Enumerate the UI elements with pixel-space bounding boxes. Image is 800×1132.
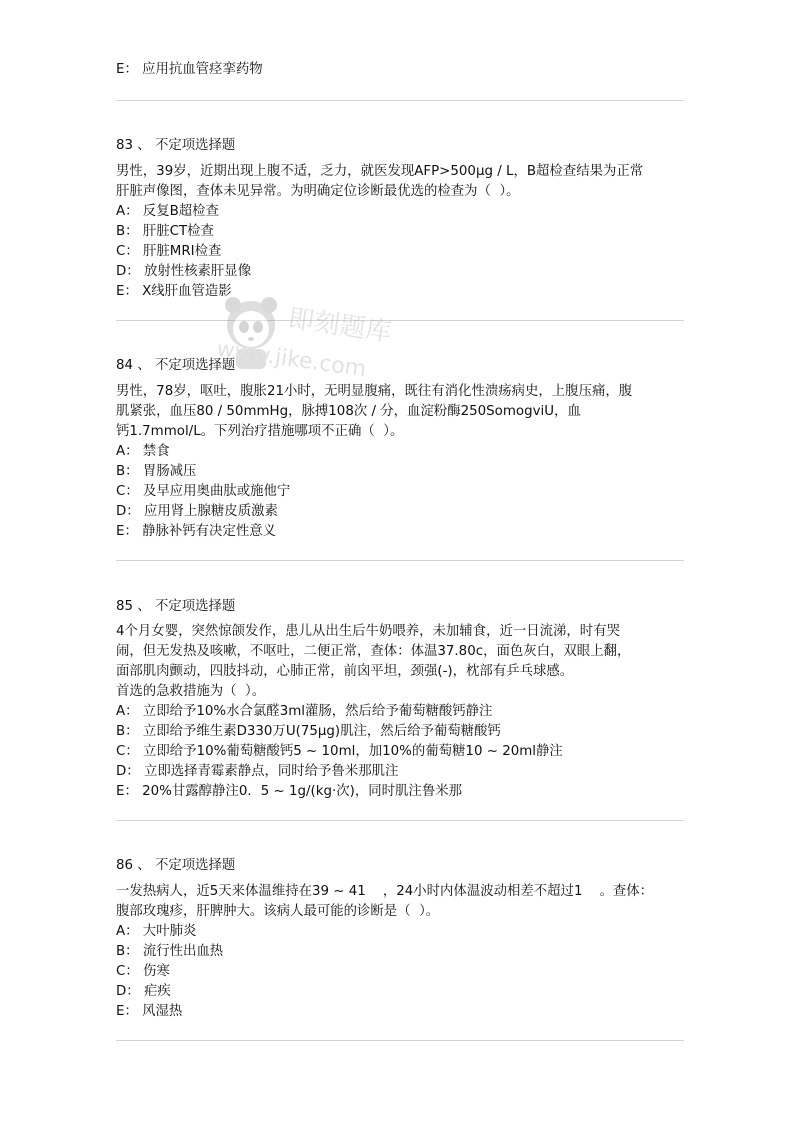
question-84-stem-line: 男性，78岁，呕吐，腹胀21小时，无明显腹痛，既往有消化性溃疡病史，上腹压痛，腹 xyxy=(116,384,633,399)
question-86-option-a: A： 大叶肺炎 xyxy=(116,924,197,939)
watermark-brand: 即刻题库 xyxy=(286,303,394,349)
question-86-option-c: C： 伤寒 xyxy=(116,964,170,979)
question-83-option-e: E： X线肝血管造影 xyxy=(116,284,232,299)
question-84-option-b: B： 胃肠减压 xyxy=(116,464,197,479)
question-83-stem-line: 肝脏声像图，查体未见异常。为明确定位诊断最优选的检查为（ ）。 xyxy=(116,184,520,199)
question-84-option-c: C： 及早应用奥曲肽或施他宁 xyxy=(116,484,291,499)
question-83-option-b: B： 肝脏CT检查 xyxy=(116,224,214,239)
question-86-header: 86 、 不定项选择题 xyxy=(116,858,236,873)
question-84-option-e: E： 静脉补钙有决定性意义 xyxy=(116,524,277,539)
question-84-stem-line: 钙1.7mmol/L。下列治疗措施哪项不正确（ ）。 xyxy=(116,424,404,439)
question-84-header: 84 、 不定项选择题 xyxy=(116,358,236,373)
question-85-option-e: E： 20%甘露醇静注0．5 ~ 1g/(kg·次)，同时肌注鲁米那 xyxy=(116,784,462,799)
question-divider xyxy=(116,100,684,101)
question-86-option-d: D： 疟疾 xyxy=(116,984,171,999)
question-86-option-e: E： 风湿热 xyxy=(116,1004,183,1019)
previous-question-option-e: E： 应用抗血管痉挛药物 xyxy=(116,62,263,77)
question-85-option-c: C： 立即给予10%葡萄糖酸钙5 ~ 10ml，加10%的葡萄糖10 ~ 20ml静注 xyxy=(116,744,563,759)
question-86-stem-line: 腹部玫瑰疹，肝脾肿大。该病人最可能的诊断是（ ）。 xyxy=(116,904,440,919)
question-85-stem-line: 首选的急救措施为（ ）。 xyxy=(116,684,266,699)
question-85-stem-line: 闹，但无发热及咳嗽，不呕吐，二便正常，查体：体温37.80c，面色灰白，双眼上翻， xyxy=(116,644,631,659)
question-divider xyxy=(116,1040,684,1041)
question-84-stem-line: 肌紧张，血压80 / 50mmHg，脉搏108次 / 分，血淀粉酶250SomogviU，血 xyxy=(116,404,581,419)
question-85-stem-line: 4个月女婴，突然惊颌发作，患儿从出生后牛奶喂养，未加辅食，近一日流涕，时有哭 xyxy=(116,624,620,639)
question-83-option-c: C： 肝脏MRI检查 xyxy=(116,244,222,259)
question-83-option-a: A： 反复B超检查 xyxy=(116,204,219,219)
question-divider xyxy=(116,820,684,821)
question-83-header: 83 、 不定项选择题 xyxy=(116,138,236,153)
question-divider xyxy=(116,320,684,321)
question-85-stem-line: 面部肌肉颤动，四肢抖动，心肺正常，前囟平坦，颈强(-)，枕部有乒乓球感。 xyxy=(116,664,574,679)
watermark xyxy=(216,285,426,395)
question-85-option-d: D： 立即选择青霉素静点，同时给予鲁米那肌注 xyxy=(116,764,399,779)
question-85-option-a: A： 立即给予10%水合氯醛3ml灌肠，然后给予葡萄糖酸钙静注 xyxy=(116,704,493,719)
question-divider xyxy=(116,560,684,561)
question-83-stem-line: 男性，39岁，近期出现上腹不适，乏力，就医发现AFP>500μg / L，B超检查结果为正常 xyxy=(116,164,644,179)
watermark-url: www.jike.com xyxy=(214,336,368,383)
question-86-stem-line: 一发热病人，近5天来体温维持在39 ~ 41 ，24小时内体温波动相差不超过1 。查体： xyxy=(116,884,654,899)
question-83-option-d: D： 放射性核素肝显像 xyxy=(116,264,252,279)
question-85-header: 85 、 不定项选择题 xyxy=(116,599,236,614)
question-85-option-b: B： 立即给予维生素D330万U(75μg)肌注，然后给予葡萄糖酸钙 xyxy=(116,724,501,739)
question-84-option-a: A： 禁食 xyxy=(116,444,170,459)
question-86-option-b: B： 流行性出血热 xyxy=(116,944,224,959)
question-84-option-d: D： 应用肾上腺糖皮质激素 xyxy=(116,504,278,519)
